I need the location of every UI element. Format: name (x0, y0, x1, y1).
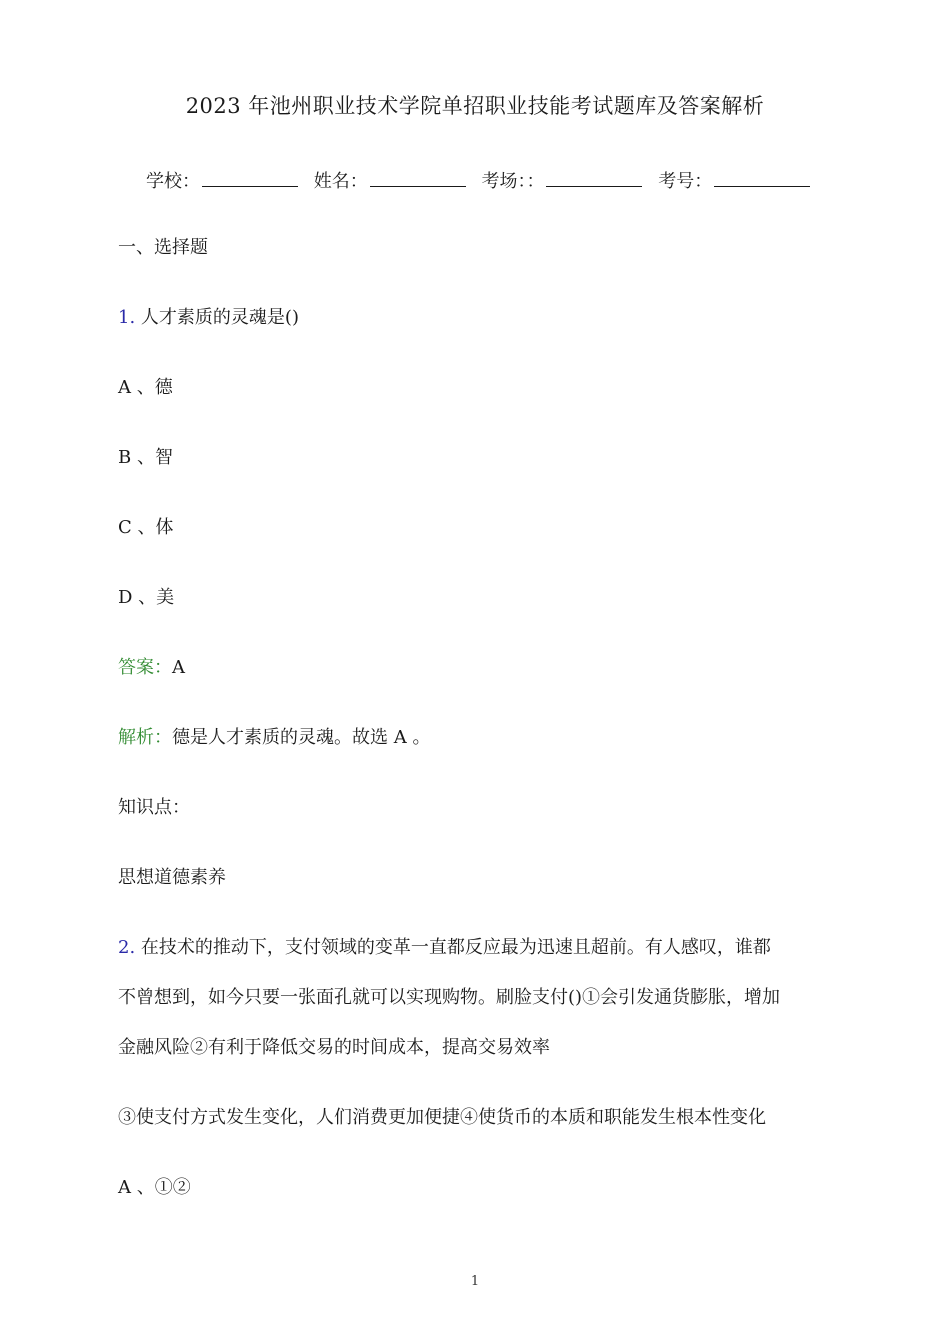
document-title: 2023 年池州职业技术学院单招职业技能考试题库及答案解析 (185, 94, 765, 118)
question-text: 在技术的推动下，支付领域的变革一直都反应最为迅速且超前。有人感叹，谁都 (140, 937, 771, 958)
exam-info-row (146, 170, 820, 194)
question-number: 1 (118, 307, 130, 328)
question-2-stem-line-1 (118, 936, 771, 960)
question-text: 人才素质的灵魂是() (140, 307, 299, 328)
question-1-option-c: C 、体 (118, 517, 174, 538)
question-2-stem-line-2: 不曾想到，如今只要一张面孔就可以实现购物。刷脸支付()①会引发通货膨胀，增加 (118, 987, 781, 1008)
question-1-knowledge-label: 知识点： (118, 797, 190, 818)
school-blank (202, 170, 298, 187)
page-number: 1 (470, 1274, 480, 1289)
answer-value: A (172, 657, 185, 678)
question-2-stem-line-4: ③使支付方式发生变化，人们消费更加便捷④使货币的本质和职能发生根本性变化 (118, 1107, 766, 1128)
section-heading: 一、选择题 (118, 237, 208, 258)
question-2-option-a: A 、①② (118, 1177, 191, 1198)
question-number-dot: . (129, 937, 136, 958)
question-1-stem (118, 306, 299, 330)
answer-label: 答案： (118, 657, 172, 678)
question-1-option-d: D 、美 (118, 587, 175, 608)
analysis-text: 德是人才素质的灵魂。故选 A 。 (172, 727, 431, 748)
question-number: 2 (118, 937, 130, 958)
question-1-option-b: B 、智 (118, 447, 173, 468)
question-number-dot: . (129, 307, 136, 328)
analysis-label: 解析： (118, 727, 172, 748)
question-2-stem-line-3: 金融风险②有利于降低交易的时间成本，提高交易效率 (118, 1037, 550, 1058)
school-label: 学校： (146, 171, 200, 192)
name-label: 姓名： (313, 171, 368, 192)
number-blank (714, 170, 810, 187)
name-blank (370, 170, 466, 187)
question-1-option-a: A 、德 (118, 377, 173, 398)
question-1-analysis (118, 726, 430, 750)
question-1-answer (118, 656, 185, 680)
room-label: 考场：： (481, 171, 545, 192)
room-blank (546, 170, 642, 187)
question-1-knowledge-value: 思想道德素养 (118, 867, 226, 888)
number-label: 考号： (658, 171, 713, 192)
